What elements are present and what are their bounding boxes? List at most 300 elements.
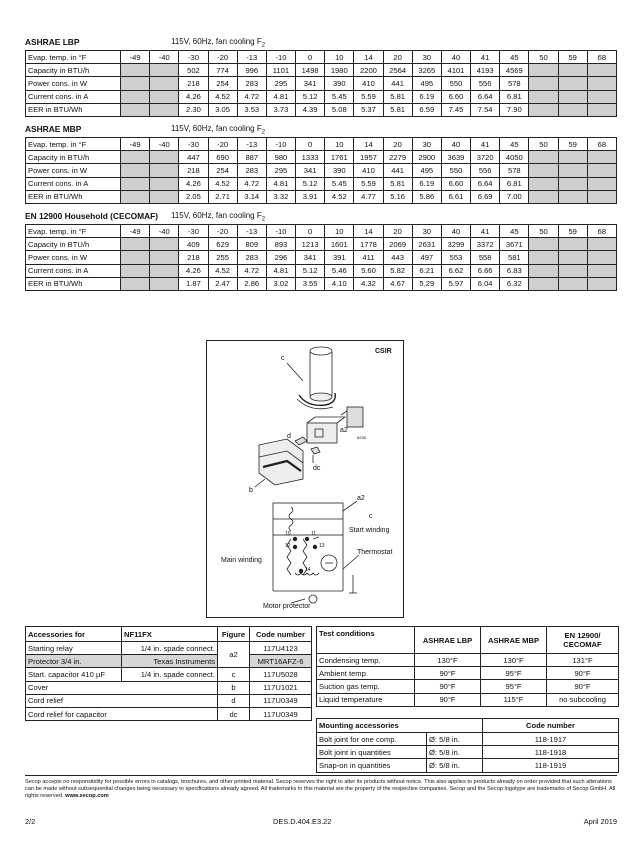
table-cell: 4.72 <box>237 264 266 277</box>
table-cell: -10 <box>266 51 295 64</box>
table-row <box>26 238 617 251</box>
disclaimer-url[interactable]: www.secop.com <box>65 793 109 799</box>
table-cell: 30 <box>412 225 441 238</box>
test-row <box>317 667 619 680</box>
accessories-table <box>25 626 312 721</box>
table-cell: 578 <box>500 77 529 90</box>
section-condition-subscript: 2 <box>261 129 266 136</box>
table-cell: -40 <box>150 225 179 238</box>
table-cell: 5.81 <box>383 90 412 103</box>
table-cell: 5.12 <box>296 264 325 277</box>
table-cell: 411 <box>354 251 383 264</box>
test-value: no subcooling <box>547 693 619 706</box>
performance-section <box>25 211 617 291</box>
section-header <box>25 211 617 224</box>
mounting-code-header: Code number <box>483 719 619 733</box>
table-cell: 255 <box>208 251 237 264</box>
terminal-13: 13 <box>319 543 325 549</box>
mounting-header <box>317 719 619 733</box>
table-cell <box>121 77 150 90</box>
test-col-ashrae-mbp: ASHRAE MBP <box>481 627 547 654</box>
table-cell: 14 <box>354 51 383 64</box>
mounting-table <box>316 718 619 773</box>
mounting-size: Ø: 5/8 in. <box>427 746 483 759</box>
test-value: 130°F <box>481 654 547 667</box>
table-cell: 578 <box>500 164 529 177</box>
table-cell: 45 <box>500 51 529 64</box>
table-cell: 5.59 <box>354 90 383 103</box>
table-cell: 390 <box>325 164 354 177</box>
table-cell: -13 <box>237 138 266 151</box>
table-row <box>26 277 617 290</box>
table-cell: 3.91 <box>296 190 325 203</box>
test-conditions-title: Test conditions <box>317 627 415 654</box>
performance-table <box>25 137 617 204</box>
accessory-figure: a2 <box>218 642 250 668</box>
table-cell: 41 <box>471 138 500 151</box>
table-cell: 7.54 <box>471 103 500 116</box>
table-cell <box>121 64 150 77</box>
table-cell <box>587 277 616 290</box>
table-cell: 3.02 <box>266 277 295 290</box>
table-cell <box>558 190 587 203</box>
accessory-detail: 1/4 in. spade connect. <box>122 642 218 655</box>
table-cell: 5.12 <box>296 90 325 103</box>
table-cell: 6.64 <box>471 177 500 190</box>
table-cell: 2.71 <box>208 190 237 203</box>
table-cell: 10 <box>325 51 354 64</box>
table-cell: 6.81 <box>500 177 529 190</box>
table-cell: 4.52 <box>208 264 237 277</box>
mounting-row <box>317 746 619 759</box>
table-cell: 50 <box>529 225 558 238</box>
mounting-row <box>317 759 619 772</box>
table-cell <box>150 151 179 164</box>
table-cell <box>150 77 179 90</box>
table-cell: 0 <box>296 138 325 151</box>
table-cell: 4.52 <box>208 177 237 190</box>
table-cell: 2.47 <box>208 277 237 290</box>
mounting-code: 118-1918 <box>483 746 619 759</box>
table-cell: -40 <box>150 138 179 151</box>
table-cell: 5.81 <box>383 177 412 190</box>
table-cell <box>558 251 587 264</box>
mounting-size: Ø: 5/8 in. <box>427 733 483 746</box>
table-cell: 4569 <box>500 64 529 77</box>
test-value: 115°F <box>481 693 547 706</box>
table-cell <box>529 277 558 290</box>
table-cell: 6.60 <box>441 90 470 103</box>
table-cell: 20 <box>383 225 412 238</box>
test-value: 95°F <box>481 667 547 680</box>
section-condition-subscript: 2 <box>261 42 266 49</box>
accessory-row <box>26 668 312 681</box>
table-cell: -10 <box>266 138 295 151</box>
section-title: ASHRAE LBP <box>25 37 80 47</box>
table-cell <box>121 238 150 251</box>
label-c: c <box>281 355 285 362</box>
table-cell: 59 <box>558 138 587 151</box>
table-cell <box>121 251 150 264</box>
table-cell: 68 <box>587 138 616 151</box>
label-d: d <box>287 433 291 440</box>
label-c-circuit: c <box>369 513 373 520</box>
test-conditions-header <box>317 627 619 654</box>
table-cell: 3639 <box>441 151 470 164</box>
table-cell <box>529 151 558 164</box>
table-cell: 4.26 <box>179 90 208 103</box>
label-small-code: 8235 <box>357 435 366 440</box>
table-row <box>26 264 617 277</box>
accessory-name: Start. capacitor 410 µF <box>26 668 122 681</box>
accessory-code: 117U5028 <box>250 668 312 681</box>
table-cell: 5.29 <box>412 277 441 290</box>
table-cell <box>587 238 616 251</box>
table-cell: 45 <box>500 225 529 238</box>
table-cell: 1101 <box>266 64 295 77</box>
table-cell: 6.64 <box>471 90 500 103</box>
table-cell: 4.26 <box>179 264 208 277</box>
table-cell: 0 <box>296 51 325 64</box>
table-cell: 2.05 <box>179 190 208 203</box>
table-cell: 4050 <box>500 151 529 164</box>
table-cell: 4.72 <box>237 90 266 103</box>
accessory-code: MRT16AFZ-6 <box>250 655 312 668</box>
table-cell <box>121 177 150 190</box>
table-cell: 6.61 <box>441 190 470 203</box>
table-cell <box>121 190 150 203</box>
accessory-detail: 1/4 in. spade connect. <box>122 668 218 681</box>
mounting-name: Bolt joint for one comp. <box>317 733 427 746</box>
section-header <box>25 37 617 50</box>
table-cell <box>529 190 558 203</box>
test-name: Liquid temperature <box>317 693 415 706</box>
table-cell: -20 <box>208 225 237 238</box>
terminal-12: 12 <box>285 543 291 549</box>
table-cell: 2564 <box>383 64 412 77</box>
table-cell: 497 <box>412 251 441 264</box>
table-cell <box>558 277 587 290</box>
table-cell: 4101 <box>441 64 470 77</box>
table-cell: 3.55 <box>296 277 325 290</box>
table-cell: 4.52 <box>325 190 354 203</box>
test-row <box>317 654 619 667</box>
table-cell: 4.67 <box>383 277 412 290</box>
table-cell: 41 <box>471 225 500 238</box>
table-cell: 3720 <box>471 151 500 164</box>
table-cell <box>150 177 179 190</box>
table-cell: 3671 <box>500 238 529 251</box>
table-cell <box>529 177 558 190</box>
label-dc: dc <box>313 465 321 472</box>
mounting-code: 118-1917 <box>483 733 619 746</box>
table-cell: 283 <box>237 251 266 264</box>
row-label: Capacity in BTU/h <box>26 238 121 251</box>
label-a2: a2 <box>340 427 348 434</box>
table-cell: 996 <box>237 64 266 77</box>
table-cell: 7.90 <box>500 103 529 116</box>
table-cell: 20 <box>383 138 412 151</box>
table-cell: 443 <box>383 251 412 264</box>
accessory-code: 117U1021 <box>250 681 312 694</box>
row-label: Capacity in BTU/h <box>26 64 121 77</box>
row-label: EER in BTU/Wh <box>26 277 121 290</box>
test-row <box>317 680 619 693</box>
table-cell <box>150 164 179 177</box>
mounting-name: Bolt joint in quantities <box>317 746 427 759</box>
table-cell: -30 <box>179 225 208 238</box>
table-cell <box>529 164 558 177</box>
table-cell <box>150 90 179 103</box>
test-value: 90°F <box>415 667 481 680</box>
table-cell <box>587 251 616 264</box>
table-cell: 5.82 <box>383 264 412 277</box>
table-cell <box>529 90 558 103</box>
table-cell <box>121 164 150 177</box>
table-cell: 6.19 <box>412 90 441 103</box>
row-label: Current cons. in A <box>26 264 121 277</box>
table-cell: 295 <box>266 164 295 177</box>
terminal-10: 10 <box>285 531 291 537</box>
performance-table <box>25 50 617 117</box>
table-cell: 2900 <box>412 151 441 164</box>
accessory-row <box>26 642 312 655</box>
table-cell: 4.81 <box>266 177 295 190</box>
table-cell: 441 <box>383 77 412 90</box>
section-condition <box>171 211 265 223</box>
accessory-row <box>26 655 312 668</box>
table-cell: 4.81 <box>266 264 295 277</box>
mounting-title: Mounting accessories <box>317 719 483 733</box>
table-cell: 390 <box>325 77 354 90</box>
table-cell: 5.08 <box>325 103 354 116</box>
label-thermostat: Thermostat <box>357 549 393 556</box>
table-cell: 4.26 <box>179 177 208 190</box>
table-cell: 2.86 <box>237 277 266 290</box>
table-cell: 3.14 <box>237 190 266 203</box>
table-cell: 341 <box>296 77 325 90</box>
table-cell: 5.16 <box>383 190 412 203</box>
table-cell: 341 <box>296 251 325 264</box>
table-cell: 7.45 <box>441 103 470 116</box>
section-title: EN 12900 Household (CECOMAF) <box>25 211 159 221</box>
table-cell: 218 <box>179 77 208 90</box>
table-cell <box>150 190 179 203</box>
table-row <box>26 90 617 103</box>
table-cell: 2.30 <box>179 103 208 116</box>
table-cell <box>150 251 179 264</box>
accessory-row <box>26 681 312 694</box>
table-cell: 0 <box>296 225 325 238</box>
table-cell: 1333 <box>296 151 325 164</box>
table-cell: 1213 <box>296 238 325 251</box>
section-header <box>25 124 617 137</box>
table-cell: 502 <box>179 64 208 77</box>
accessory-figure: d <box>218 694 250 707</box>
label-csir: CSIR <box>375 348 392 355</box>
table-cell: 218 <box>179 164 208 177</box>
table-cell <box>529 77 558 90</box>
table-cell: 283 <box>237 164 266 177</box>
table-cell: 1957 <box>354 151 383 164</box>
table-cell: 2200 <box>354 64 383 77</box>
table-cell: 2069 <box>383 238 412 251</box>
table-cell: 6.81 <box>500 90 529 103</box>
test-value: 90°F <box>547 667 619 680</box>
table-cell: 495 <box>412 77 441 90</box>
terminal-11: 11 <box>311 531 317 537</box>
test-value: 130°F <box>415 654 481 667</box>
table-cell: 550 <box>441 77 470 90</box>
table-cell: 68 <box>587 51 616 64</box>
mounting-code: 118-1919 <box>483 759 619 772</box>
section-condition-subscript: 2 <box>261 216 266 223</box>
row-label: Power cons. in W <box>26 251 121 264</box>
accessories-header-figure: Figure <box>218 627 250 642</box>
document-date: April 2019 <box>583 817 617 826</box>
disclaimer <box>25 775 617 800</box>
table-cell <box>587 264 616 277</box>
table-cell: 5.45 <box>325 177 354 190</box>
test-name: Ambient temp. <box>317 667 415 680</box>
performance-section <box>25 124 617 204</box>
table-cell <box>587 177 616 190</box>
table-cell <box>558 151 587 164</box>
accessory-code: 117U0349 <box>250 707 312 720</box>
table-cell: 3.05 <box>208 103 237 116</box>
diagram-drawing <box>207 341 403 617</box>
table-cell <box>587 77 616 90</box>
section-condition-text: 115V, 60Hz, fan cooling F <box>171 211 262 220</box>
table-cell: -30 <box>179 51 208 64</box>
test-name: Suction gas temp. <box>317 680 415 693</box>
table-cell: 6.60 <box>441 177 470 190</box>
table-cell: 1761 <box>325 151 354 164</box>
table-cell: 1778 <box>354 238 383 251</box>
mounting-size: Ø: 5/8 in. <box>427 759 483 772</box>
table-cell: 59 <box>558 51 587 64</box>
table-cell <box>150 277 179 290</box>
accessory-name: Cover <box>26 681 218 694</box>
table-row <box>26 138 617 151</box>
table-cell: 441 <box>383 164 412 177</box>
table-cell: 20 <box>383 51 412 64</box>
table-cell: 629 <box>208 238 237 251</box>
test-conditions-table <box>316 626 619 707</box>
table-cell: 2631 <box>412 238 441 251</box>
table-cell: 296 <box>266 251 295 264</box>
table-cell: 4.39 <box>296 103 325 116</box>
table-cell: 4.10 <box>325 277 354 290</box>
row-label: Current cons. in A <box>26 90 121 103</box>
table-row <box>26 164 617 177</box>
table-cell: 4.72 <box>237 177 266 190</box>
table-cell: 50 <box>529 138 558 151</box>
section-title: ASHRAE MBP <box>25 124 82 134</box>
table-cell: 5.46 <box>325 264 354 277</box>
table-cell: 5.97 <box>441 277 470 290</box>
table-row <box>26 151 617 164</box>
table-cell: 3372 <box>471 238 500 251</box>
table-cell: 3.53 <box>237 103 266 116</box>
table-cell: -49 <box>121 51 150 64</box>
row-label: Capacity in BTU/h <box>26 151 121 164</box>
table-cell: 6.32 <box>500 277 529 290</box>
table-cell: 1498 <box>296 64 325 77</box>
accessory-figure: c <box>218 668 250 681</box>
table-cell <box>587 164 616 177</box>
test-value: 90°F <box>415 680 481 693</box>
table-cell: 5.12 <box>296 177 325 190</box>
table-cell: 447 <box>179 151 208 164</box>
table-cell: -49 <box>121 225 150 238</box>
table-cell: 893 <box>266 238 295 251</box>
table-cell: 581 <box>500 251 529 264</box>
section-condition-text: 115V, 60Hz, fan cooling F <box>171 124 262 133</box>
table-cell: -30 <box>179 138 208 151</box>
table-cell: 14 <box>354 138 383 151</box>
test-col-ashrae-lbp: ASHRAE LBP <box>415 627 481 654</box>
table-cell: 341 <box>296 164 325 177</box>
table-cell: 5.45 <box>325 90 354 103</box>
table-row <box>26 64 617 77</box>
accessory-code: 117U0349 <box>250 694 312 707</box>
table-cell: 7.00 <box>500 190 529 203</box>
row-label: Evap. temp. in °F <box>26 138 121 151</box>
table-cell: 4.32 <box>354 277 383 290</box>
table-cell: 2279 <box>383 151 412 164</box>
table-cell: 5.37 <box>354 103 383 116</box>
table-cell: 4.81 <box>266 90 295 103</box>
table-cell: 3265 <box>412 64 441 77</box>
table-cell: 410 <box>354 77 383 90</box>
table-cell <box>587 64 616 77</box>
accessory-code: 117U4123 <box>250 642 312 655</box>
disclaimer-text: Secop accepts no responsibility for possible errors in catalogs, brochures, and other printed material. Secop reserves the right to alter its products without notice. This also applies to products already on order provided that such alterations can be made without subsequential changes being necessary to specifications already agreed. All trademarks in this material are the property of the respective companies. Secop and the Secop logotype are trademarks of Secop GmbH. All rights reserved. <box>25 779 616 799</box>
table-cell <box>558 77 587 90</box>
table-cell <box>587 90 616 103</box>
table-cell: 6.83 <box>500 264 529 277</box>
mounting-row <box>317 733 619 746</box>
table-cell: 3.73 <box>266 103 295 116</box>
table-cell: 4.77 <box>354 190 383 203</box>
table-cell: 410 <box>354 164 383 177</box>
table-cell: 10 <box>325 225 354 238</box>
table-cell: 5.60 <box>354 264 383 277</box>
label-a2-circuit: a2 <box>357 495 365 502</box>
table-cell: 5.59 <box>354 177 383 190</box>
table-cell: 40 <box>441 138 470 151</box>
table-cell <box>558 177 587 190</box>
table-cell <box>150 264 179 277</box>
table-cell: 550 <box>441 164 470 177</box>
row-label: Power cons. in W <box>26 77 121 90</box>
table-cell <box>558 64 587 77</box>
row-label: Evap. temp. in °F <box>26 225 121 238</box>
table-cell: 41 <box>471 51 500 64</box>
table-row <box>26 251 617 264</box>
accessory-name: Starting relay <box>26 642 122 655</box>
page-number: 2/2 <box>25 817 36 826</box>
table-cell <box>587 190 616 203</box>
table-cell <box>558 264 587 277</box>
table-cell: 6.66 <box>471 264 500 277</box>
table-row <box>26 77 617 90</box>
performance-table <box>25 224 617 291</box>
table-cell: 40 <box>441 51 470 64</box>
accessory-name: Protector 3/4 in. <box>26 655 122 668</box>
table-cell: 1.87 <box>179 277 208 290</box>
